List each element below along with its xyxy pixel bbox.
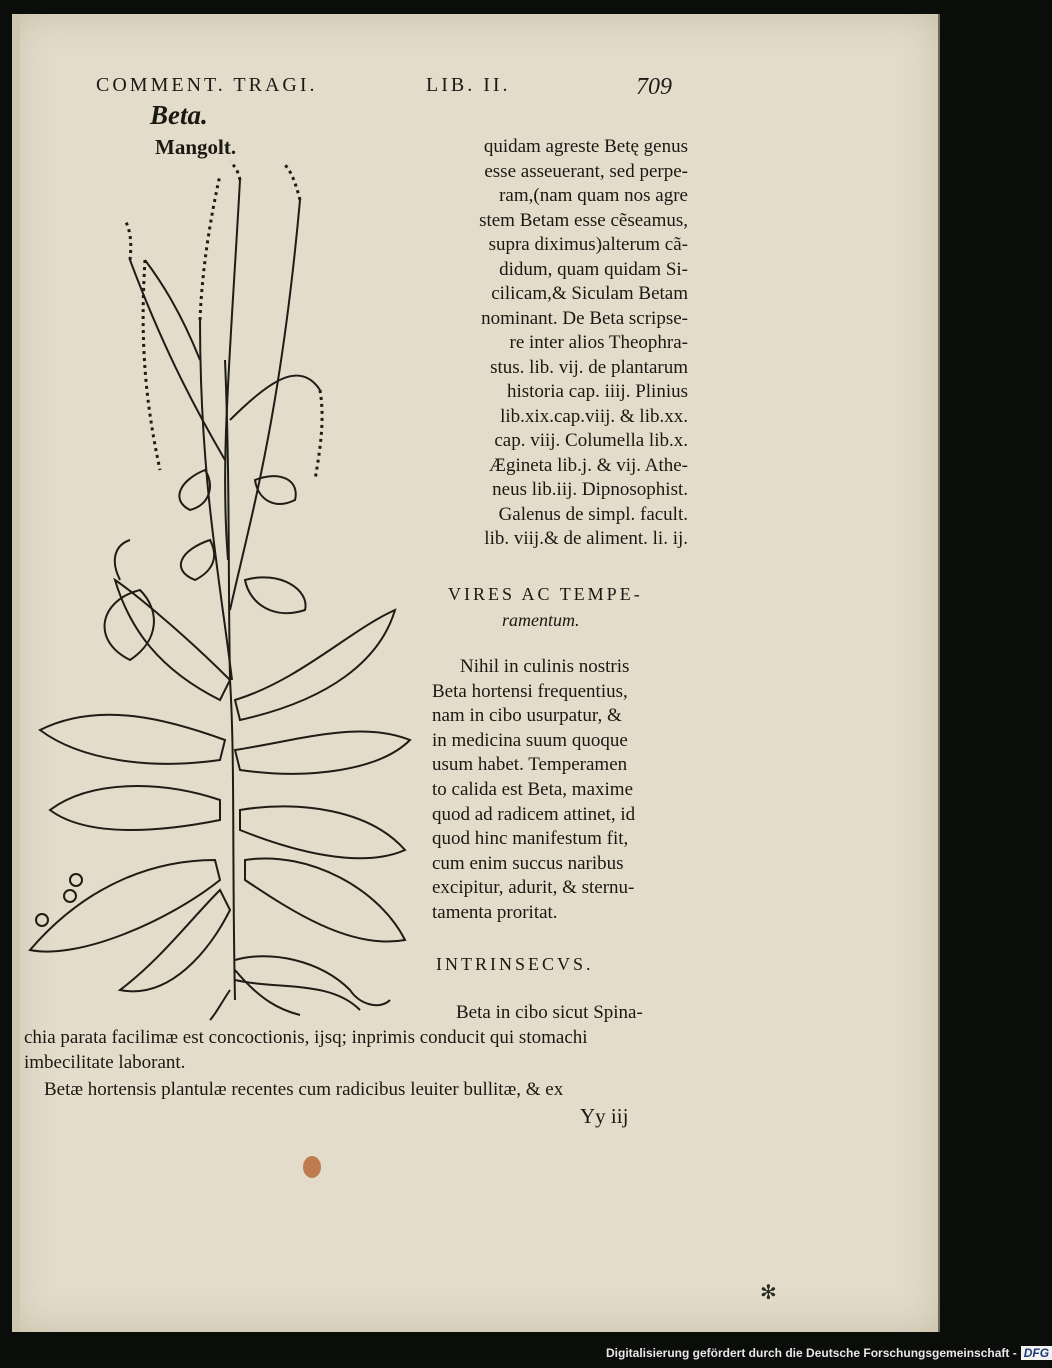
section-heading-intrinsecus: INTRINSECVS.: [436, 954, 594, 974]
running-title: COMMENT. TRAGI.: [96, 74, 318, 96]
text-line: lib.xix.cap.viij. & lib.xx.: [500, 405, 688, 427]
footer-credit: Digitalisierung gefördert durch die Deutsche Forschungsgemeinschaft -: [606, 1346, 1017, 1360]
text-line: Nihil in culinis nostris: [460, 656, 630, 677]
text-line: ram,(nam quam nos agre: [499, 185, 688, 206]
book-number: LIB. II.: [426, 74, 511, 96]
beet-plant-woodcut: [20, 160, 420, 1020]
dfg-logo: DFG: [1021, 1346, 1052, 1360]
text-line: Ægineta lib.j. & vij. Athe-: [489, 454, 688, 476]
figure-caption-german: Mangolt.: [155, 135, 237, 159]
text-line: Galenus de simpl. facult.: [498, 503, 688, 525]
text-line: to calida est Beta, maxime: [432, 778, 634, 800]
page-number: 709: [636, 74, 672, 100]
figure-caption-latin: Beta.: [150, 100, 208, 130]
text-line: quidam agreste Betę genus: [483, 136, 688, 157]
text-line: lib. viij.& de aliment. li. ij.: [484, 528, 688, 549]
text-line: tamenta proritat.: [432, 901, 558, 923]
text-line: nam in cibo usurpatur, &: [432, 705, 622, 727]
text-line: stem Betam esse cẽseamus,: [479, 209, 688, 231]
text-line: cap. viij. Columella lib.x.: [494, 430, 688, 451]
text-line: quod ad radicem attinet, id: [432, 803, 636, 825]
text-line: excipitur, adurit, & sternu-: [432, 877, 635, 899]
text-line: neus lib.iij. Dipnosophist.: [492, 479, 688, 500]
text-line: cilicam,& Siculam Betam: [491, 283, 688, 304]
page-edge: [12, 14, 20, 1332]
text-line: quod hinc manifestum fit,: [432, 828, 629, 850]
text-line: historia cap. iiij. Plinius: [506, 381, 688, 402]
text-line: Beta hortensi frequentius,: [432, 680, 628, 702]
digitization-footer: [606, 1346, 1052, 1360]
text-line: chia parata facilimæ est concoctionis, ijsq; inprimis conducit qui stomachi: [24, 1027, 588, 1048]
text-line: nominant. De Beta scripse-: [481, 307, 688, 329]
section-heading-vires: VIRES AC TEMPE-: [448, 584, 643, 604]
text-line: Beta in cibo sicut Spina-: [456, 1002, 643, 1023]
ink-stain: [303, 1156, 321, 1178]
text-line: imbecilitate laborant.: [24, 1052, 186, 1073]
text-line: esse asseuerant, sed perpe-: [484, 160, 688, 182]
stamp-mark-icon: ✻: [760, 1282, 777, 1304]
signature-mark: Yy iij: [580, 1104, 629, 1128]
text-line: in medicina suum quoque: [432, 729, 628, 751]
text-line: supra diximus)alterum cã-: [488, 234, 688, 255]
vires-paragraph: [432, 655, 678, 926]
text-line: usum habet. Temperamen: [432, 754, 628, 776]
right-column-text: [426, 135, 688, 552]
text-line: Betæ hortensis plantulæ recentes cum radicibus leuiter bullitæ, & ex: [44, 1079, 564, 1100]
text-line: didum, quam quidam Si-: [499, 258, 688, 280]
text-line: re inter alios Theophra-: [509, 332, 688, 353]
section-subheading-vires: ramentum.: [502, 610, 580, 630]
text-line: cum enim succus naribus: [432, 852, 624, 874]
page-fold-line: [938, 14, 940, 1332]
text-line: stus. lib. vij. de plantarum: [490, 356, 688, 378]
